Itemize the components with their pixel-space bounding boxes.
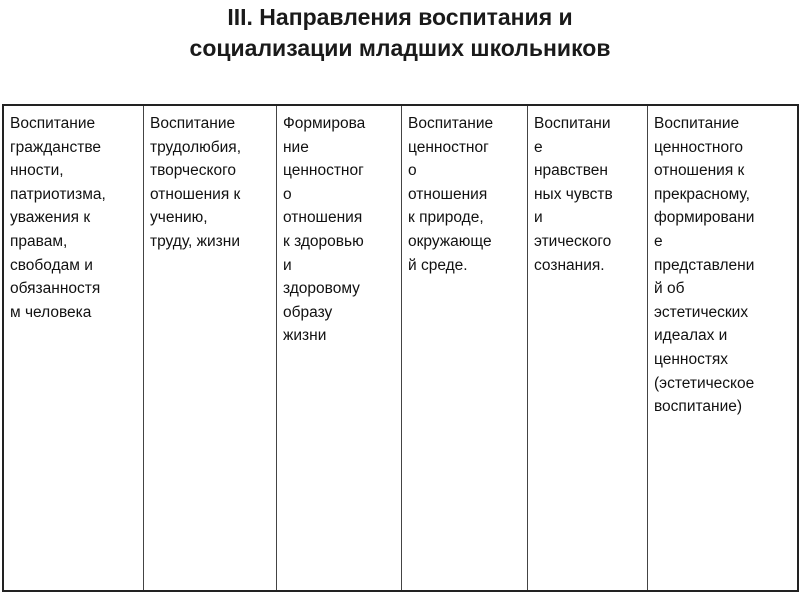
table-cell <box>276 106 401 590</box>
cell-text-line: о <box>283 185 292 203</box>
cell-text-line: образу <box>283 303 333 321</box>
cell-text-line: к природе, <box>408 209 484 227</box>
cell-text-line: м человека <box>10 303 92 321</box>
table-cell <box>401 106 527 590</box>
cell-text-line: патриотизма, <box>10 185 106 203</box>
cell-text-line: жизни <box>283 327 327 345</box>
cell-text-line: отношения к <box>150 185 241 203</box>
cell-text-line: воспитание) <box>654 398 743 416</box>
cell-text-line: этического <box>534 232 612 250</box>
cell-text-line: й об <box>654 280 685 298</box>
table-cell <box>527 106 647 590</box>
cell-text-line: трудолюбия, <box>150 138 242 156</box>
cell-text-line: ние <box>283 138 309 156</box>
table-cell <box>143 106 276 590</box>
cell-text-line: ценностног <box>408 138 489 156</box>
cell-text-line: ных чувств <box>534 185 613 203</box>
cell-text-line: Воспитание <box>654 115 740 132</box>
cell-text-line: прекрасному, <box>654 185 750 203</box>
cell-text-line: гражданстве <box>10 138 102 156</box>
slide-title-line-1: III. Направления воспитания и <box>227 4 573 30</box>
cell-text-line: творческого <box>150 162 237 180</box>
cell-text-line: сознания. <box>534 256 605 274</box>
cell-text-line: учению, <box>150 209 208 227</box>
cell-text-line: труду, жизни <box>150 232 240 250</box>
slide-title-line-2: социализации младших школьников <box>189 35 611 61</box>
cell-text-line: Воспитание <box>10 115 96 132</box>
cell-text-line: отношения <box>408 185 488 203</box>
slide-title <box>0 2 800 64</box>
cell-text-line: е <box>654 232 663 250</box>
cell-text-line: окружающе <box>408 232 492 250</box>
table-cell <box>4 106 143 590</box>
cell-text-line: е <box>534 138 543 156</box>
cell-text-line: Воспитание <box>408 115 494 132</box>
cell-text-line: здоровому <box>283 280 360 298</box>
cell-text-line: нравствен <box>534 162 608 180</box>
cell-text-line: Воспитани <box>534 115 611 132</box>
cell-text-line: правам, <box>10 232 68 250</box>
table-cell <box>647 106 797 590</box>
cell-text-line: уважения к <box>10 209 91 227</box>
directions-table <box>2 104 799 592</box>
cell-text-line: представлени <box>654 256 755 274</box>
cell-text-line: обязанностя <box>10 280 101 298</box>
cell-text-line: ценностного <box>654 138 744 156</box>
cell-text-line: и <box>283 256 292 274</box>
cell-text-line: свободам и <box>10 256 93 274</box>
cell-text-line: (эстетическое <box>654 374 755 392</box>
cell-text-line: формировани <box>654 209 755 227</box>
cell-text-line: й среде. <box>408 256 468 274</box>
cell-text-line: Формирова <box>283 115 366 132</box>
cell-text-line: о <box>408 162 417 180</box>
cell-text-line: нности, <box>10 162 64 180</box>
cell-text-line: идеалах и <box>654 327 728 345</box>
cell-text-line: ценностног <box>283 162 364 180</box>
cell-text-line: отношения к <box>654 162 745 180</box>
cell-text-line: отношения <box>283 209 363 227</box>
cell-text-line: ценностях <box>654 350 729 368</box>
cell-text-line: Воспитание <box>150 115 236 132</box>
cell-text-line: эстетических <box>654 303 749 321</box>
cell-text-line: и <box>534 209 543 227</box>
cell-text-line: к здоровью <box>283 232 364 250</box>
